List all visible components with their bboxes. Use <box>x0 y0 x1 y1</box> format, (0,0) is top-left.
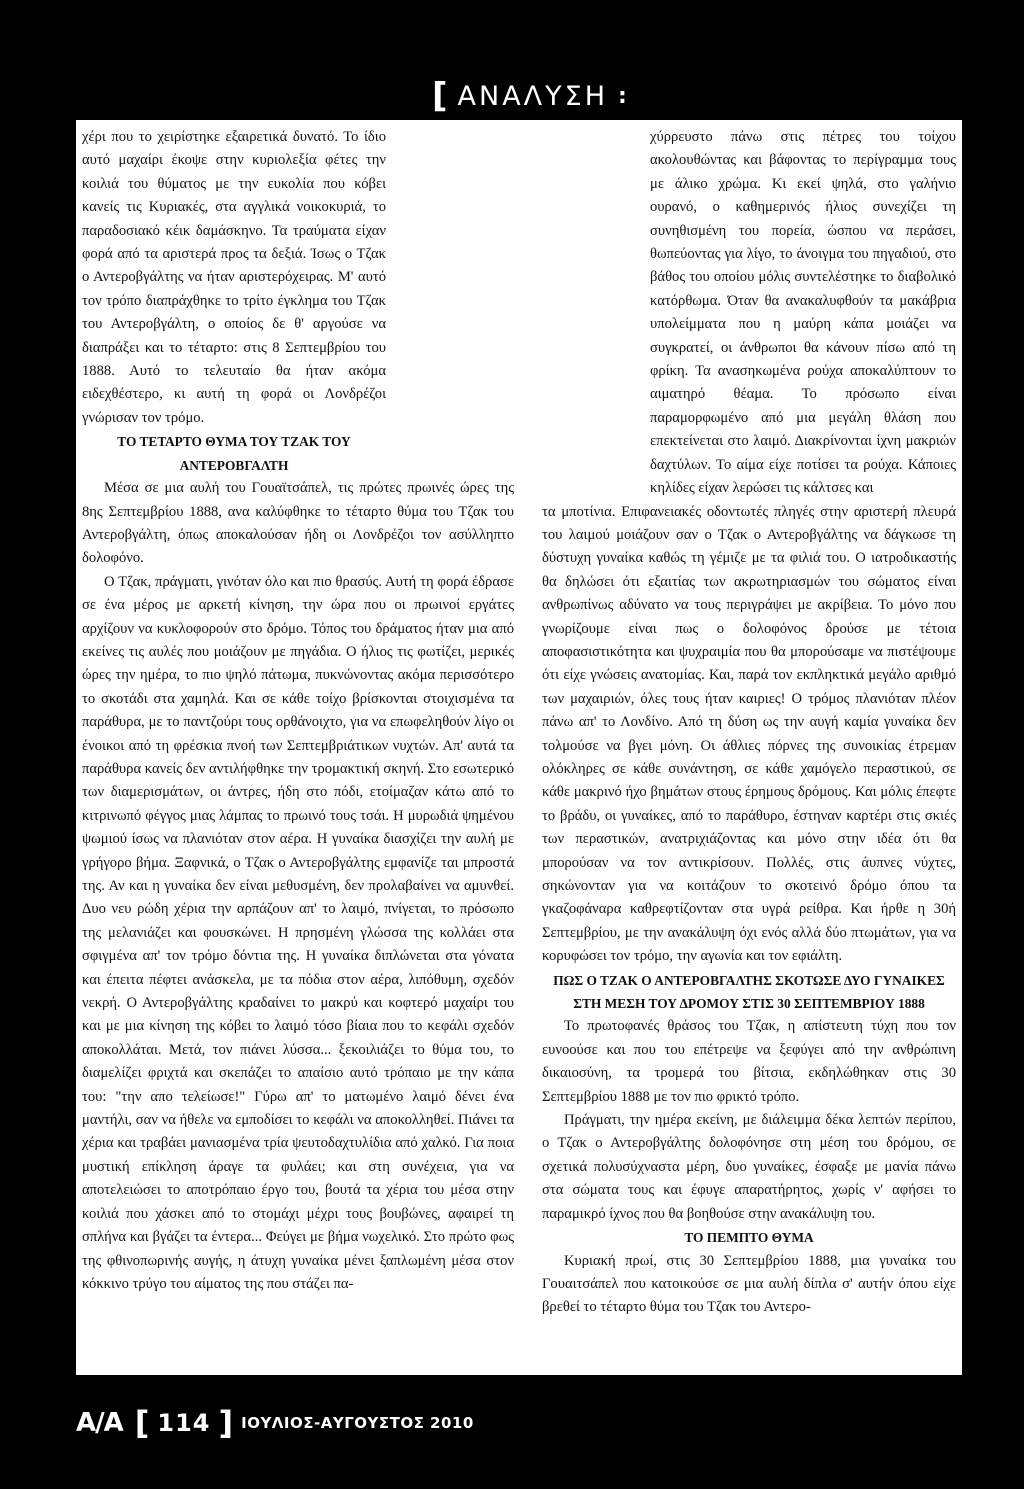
header-colon: : <box>618 83 630 109</box>
article-page <box>76 120 962 1375</box>
footer-bracket-close: ] <box>218 1404 234 1442</box>
left-column <box>82 126 514 1296</box>
section-heading-fifth-victim: ΤΟ ΠΕΜΠΤΟ ΘΥΜΑ <box>684 1230 814 1246</box>
magazine-name: Α/Α <box>76 1408 123 1438</box>
left-paragraph-3: Ο Τζακ, πράγματι, γινόταν όλο και πιο θρασύς. Αυτή τη φορά έδρασε σε ένα μέρος με αρκετή κίνηση, την ώρα που οι πρωινοί εργάτες αρχίζουν να κυκλοφορούν στο δρόμο. Τόπος του δράματος ήταν μια από εκείνες τις αυλές που μοιάζουν με πηγάδια. Ο ήλιος τις φωτίζει, μερικές ώρες την ημέρα, το πιο ψηλό πάτωμα, πυκνώνοντας ακόμα περισσότερο το σκοτάδι στα χαμηλά. Και σε κάθε τοίχο βρίσκονται στοιχισμένα τα παράθυρα, με το παντζούρι τους ορθάνοιχτο, για να επωφεληθούν λίγο οι ένοικοι από τη φρέσκια πνοή των Σεπτεμβριάτικων νυχτών. Απ' αυτά τα παράθυρα κανείς δεν αντιλήφθηκε την τρομακτική σκηνή. Στο εσωτερικό των διαμερισμάτων, οι άντρες, ήδη στο πόδι, ετοίμαζαν κάτω από το κιτρινωπό φέγγος μιας λάμπας το πρωινό τους τσάι. Η μυρωδιά ψημένου ψωμιού ίσως να πλανιόταν στον αέρα. Η γυναίκα διασχίζει την αυλή με γρήγορο βήμα. Ξαφνικά, ο Τζακ ο Αντεροβγάλτης εμφανίζε ται μπροστά της. Αν και η γυναίκα δεν είναι μεθυσμένη, δεν προλαβαίνει να αμυνθεί. Δυο νευ ρώδη χέρια την αρπάζουν απ' το λαιμό, πνίγεται, το πρόσωπο της μελανιάζει και φουσκώνει. Η πρησμένη γλώσσα της κολλάει στα σφιγμένα απ' τον τρόμο δόντια της. Η γυναίκα διπλώνεται στα γόνατα και έπειτα πέφτει ανάσκελα, με τα πόδια στον αέρα, λιπόθυμη, σχεδόν νεκρή. Ο Αντεροβγάλτης κραδαίνει το μακρύ και κοφτερό μαχαίρι του και με μια κίνηση της κόβει το λαιμό τόσο βίαια που το κεφάλι σχεδόν αποκολλάται. Μετά, τον πιάνει λύσσα... ξεκοιλιάζει το θύμα του, το διαμελίζει φριχτά και σκεπάζει το απαίσιο αυτό τρόπαιο με την κάπα του: "την απο τελείωσε!" Γύρω απ' το ματωμένο λαιμό δένει ένα μαντήλι, σαν να ήθελε να εμποδίσει το κεφάλι να αποκολληθεί. Πιάνει τα χέρια και τραβάει μανιασμένα τρία ψευτοδαχτυλίδια από χαλκό. Για ποια μυστική επίκληση άραγε τα φυλάει; και στη συνέχεια, για να αποτελειώσει το αποτρόπαιο έργο του, βουτά τα χέρια του μέσα στην κοιλιά που χάσκει από το στομάχι μέχρι τους βουβώνες, αφαιρεί τη σπλήνα και βγάζει τα έντερα... Φεύγει με βήμα νωχελικό. Στο πρώτο φως της φθινοπωρινής αυγής, η άτυχη γυναίκα μένει ξαπλωμένη μέσα στον κόκκινο τρύγο του αίματος της που στάζει πα- <box>82 573 514 1292</box>
section-heading-fourth-victim: ΤΟ ΤΕΤΑΡΤΟ ΘΥΜΑ ΤΟΥ ΤΖΑΚ ΤΟΥ ΑΝΤΕΡΟΒΓΑΛΤΗ <box>117 434 351 473</box>
section-header <box>432 74 632 118</box>
page-footer <box>76 1398 676 1448</box>
page-number: 114 <box>157 1409 211 1437</box>
footer-bracket-open: [ <box>134 1404 150 1442</box>
section-heading-two-women: ΠΩΣ Ο ΤΖΑΚ Ο ΑΝΤΕΡΟΒΓΑΛΤΗΣ ΣΚΟΤΩΣΕ ΔΥΟ ΓΥΝΑΙΚΕΣ ΣΤΗ ΜΕΣΗ ΤΟΥ ΔΡΟΜΟΥ ΣΤΙΣ 30 ΣΕΠΤΕΜΒΡΙΟΥ 1888 <box>553 972 945 1012</box>
section-title: ΑΝΑΛΥΣΗ <box>457 80 609 112</box>
right-paragraph-3: Πράγματι, την ημέρα εκείνη, με διάλειμμα δέκα λεπτών περίπου, ο Τζακ ο Αντεροβγάλτης δολοφόνησε στη μέση του δρόμου, σε σχετικά πολυσύχναστα μέρη, δυο γυναίκες, έσφαξε με μανία πάνω στα σώματα τους και έφυγε απαρατήρητος, χωρίς ν' αφήσει το παραμικρό ίχνος που θα βοηθούσε στην ανακάλυψη του. <box>542 1112 956 1222</box>
left-paragraph-1: χέρι που το χειρίστηκε εξαιρετικά δυνατό. Το ίδιο αυτό μαχαίρι έκοψε στην κυριολεξία φέτες την κοιλιά του θύματος με την ευκολία που κόβει κανείς τις Κυριακές, στα αγγλικά νοικοκυριά, το παραδοσιακό κέικ δαμάσκηνο. Τα τραύματα είχαν φορά από τα αριστερά προς τα δεξιά. Ίσως ο Τζακ ο Αντεροβγάλτης να ήταν αριστερόχειρας. Μ' αυτό τον τρόπο διαπράχθηκε το τρίτο έγκλημα του Τζακ του Αντεροβγάλτη, ο οποίος δε θ' αργούσε να διαπράξει και το τέταρτο: στις 8 Σεπτεμβρίου του 1888. Αυτό το τελευταίο θα ήταν ακόμα ειδεχθέστερο, κι αυτή τη φορά οι Λονδρέζοι γνώρισαν τον τρόμο. <box>82 129 386 426</box>
right-paragraph-1: χύρρευστο πάνω στις πέτρες του τοίχου ακολουθώντας και βάφοντας το περίγραμμα τους με άλικο χρώμα. Κι εκεί ψηλά, στο γαλήνιο ουρανό, ο καθημερινός ήλιος συνεχίζει τη συνηθισμένη του πορεία, ώσπου να περάσει, θωπεύοντας για λίγο, το άνοιγμα του πηγαδιού, στο βάθος του οποίου μόλις συντελέστηκε το διαβολικό κατόρθωμα. Όταν θα ανακαλυφθούν τα μακάβρια υπολείμματα που η μαύρη κάπα μοιάζει να συγκρατεί, οι άνθρωποι θα κάνουν πίσω από τη φρίκη. Τα ανασηκωμένα ρούχα αποκαλύπτουν το αιματηρό θέαμα. Το πρόσωπο είναι παραμορφωμένο από μια μεγάλη θλάση που επεκτείνεται στο λαιμό. Διακρίνονται ίχνη μακριών δαχτύλων. Το αίμα είχε ποτίσει τα ρούχα. Κάποιες κηλίδες είχαν λερώσει τις κάλτσες και <box>650 129 956 497</box>
right-paragraph-1b: τα μποτίνια. Επιφανειακές οδοντωτές πληγές στην αριστερή πλευρά του λαιμού μοιάζουν σαν ο Τζακ ο Αντεροβγάλτης να δάγκωσε τη δύστυχη γυναίκα καθώς τη γέμιζε με τα φιλιά του. Ο ιατροδικαστής θα δηλώσει ότι εξαιτίας των ακρωτηριασμών του σώματος είναι ανθρωπίνως αδύνατο να τους περιγράψει με ακρίβεια. Το μόνο που γνωρίζουμε είναι πως ο δολοφόνος δρούσε με τέτοια αποφασιστικότητα και ψυχραιμία που θα μπορούσαμε να πιστέψουμε ότι είχε γνώσεις ανατομίας. Και, παρά τον εκπληκτικά μεγάλο αριθμό των μαχαιριών, όλες τους ήταν καιριες! Ο τρόμος πλανιόταν πλέον πάνω απ' το Λονδίνο. Από τη δύση ως την αυγή καμία γυναίκα δεν τολμούσε να βγει μόνη. Οι άθλιες πόρνες της συνοικίας έτρεμαν ολόκληρες σε κάθε συνάντηση, σε κάθε χαμόγελο περαστικού, σε κάθε μακρινό ήχο βημάτων στους έρημους δρόμους. Και μόλις έπεφτε το βράδυ, οι γυναίκες, από το παράθυρο, έστηναν καρτέρι στις σκιές των περαστικών, ανατριχιάζοντας και μόνο στην ιδέα ότι θα μπορούσαν να τον αντικρίσουν. Πολλές, στις άυπνες νύχτες, σηκώνονταν για να κοιτάζουν το σκοτεινό δρόμο όπου τα γκαζοφάναρα καθρεφτίζονταν στα υγρά ρείθρα. Και ήρθε η 30ή Σεπτεμβρίου, με την ανακάλυψη όχι ενός αλλά δύο πτωμάτων, για να κορυφώσει τον τρόμο, την αγωνία και τον εφιάλτη. <box>542 503 956 965</box>
right-column <box>542 126 956 1320</box>
right-paragraph-2: Το πρωτοφανές θράσος του Τζακ, η απίστευτη τύχη που τον ευνοούσε και που του επέτρεψε να ξεφύγει από την ανθρώπινη δικαιοσύνη, τα τρομερά του βίτσια, εκδηλώθηκαν στις 30 Σεπτεμβρίου 1888 με τον πιο φρικτό τρόπο. <box>542 1018 956 1105</box>
issue-date: ΙΟΥΛΙΟΣ-ΑΥΓΟΥΣΤΟΣ 2010 <box>241 1414 474 1432</box>
header-bracket: [ <box>432 76 448 116</box>
left-paragraph-2: Μέσα σε μια αυλή του Γουαϊτσάπελ, τις πρώτες πρωινές ώρες της 8ης Σεπτεμβρίου 1888, ανα καλύφθηκε το τέταρτο θύμα του Τζακ του Αντεροβγάλτη, όπως αποκαλούσαν ήδη οι Λονδρέζοι τον ασύλληπτο δολοφόνο. <box>82 480 514 567</box>
right-paragraph-4: Κυριακή πρωί, στις 30 Σεπτεμβρίου 1888, μια γυναίκα του Γουαιτσάπελ που κατοικούσε σε μια αυλή δίπλα σ' αυτήν όπου είχε βρεθεί το τέταρτο θύμα του Τζακ του Αντερο- <box>542 1252 956 1316</box>
